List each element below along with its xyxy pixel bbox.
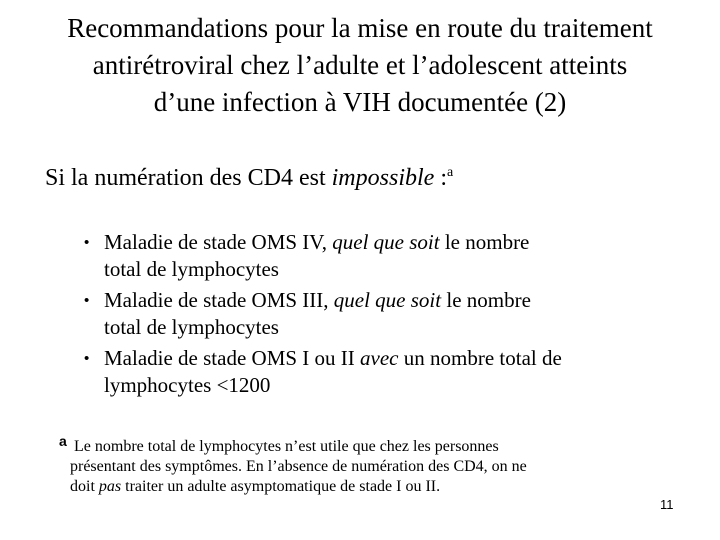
title-line-2: antirétroviral chez l’adulte et l’adolescent atteints (92, 50, 628, 80)
bullet-text: un nombre total de (398, 346, 562, 370)
bullet-line-1 (104, 228, 529, 257)
footnote-marker: a (59, 433, 67, 449)
bullet-line-2: total de lymphocytes (104, 257, 279, 281)
bullet-icon: • (84, 292, 90, 309)
intro-footnote-marker: a (446, 165, 454, 180)
bullet-emphasis: quel que soit (332, 230, 440, 254)
bullet-emphasis: quel que soit (333, 288, 442, 312)
bullet-text: Maladie de stade OMS I ou II (104, 346, 361, 370)
bullet-text: Maladie de stade OMS IV, (104, 230, 333, 254)
footnote-line-3 (70, 478, 440, 496)
footnote-line-2: présentant des symptômes. En l’absence de numération des CD4, on ne (70, 458, 527, 475)
bullet-line-2: total de lymphocytes (104, 315, 279, 339)
bullet-icon: • (84, 350, 90, 367)
bullet-text: Maladie de stade OMS III, (104, 288, 334, 312)
intro-colon: : (434, 165, 447, 191)
footnote-emphasis: pas (98, 478, 122, 495)
bullet-text: le nombre (441, 288, 531, 312)
footnote-text: traiter un adulte asymptomatique de stade I ou II. (121, 478, 441, 495)
bullet-line-1 (104, 344, 562, 373)
bullet-icon: • (84, 234, 90, 251)
page-number: 11 (660, 497, 674, 512)
intro-emphasis: impossible (331, 165, 435, 191)
bullet-line-1 (104, 286, 531, 315)
title-line-1: Recommandations pour la mise en route du traitement (67, 13, 653, 43)
slide-title (0, 10, 720, 121)
footnote-line-1: Le nombre total de lymphocytes n’est utile que chez les personnes (74, 438, 499, 455)
bullet-text: le nombre (439, 230, 530, 254)
footnote-text: doit (70, 478, 99, 495)
bullet-line-2: lymphocytes <1200 (104, 373, 271, 397)
intro-line (45, 162, 453, 194)
title-line-3: d’une infection à VIH documentée (2) (153, 87, 567, 117)
bullet-emphasis: avec (360, 346, 399, 370)
intro-text: Si la numération des CD4 est (45, 165, 332, 191)
